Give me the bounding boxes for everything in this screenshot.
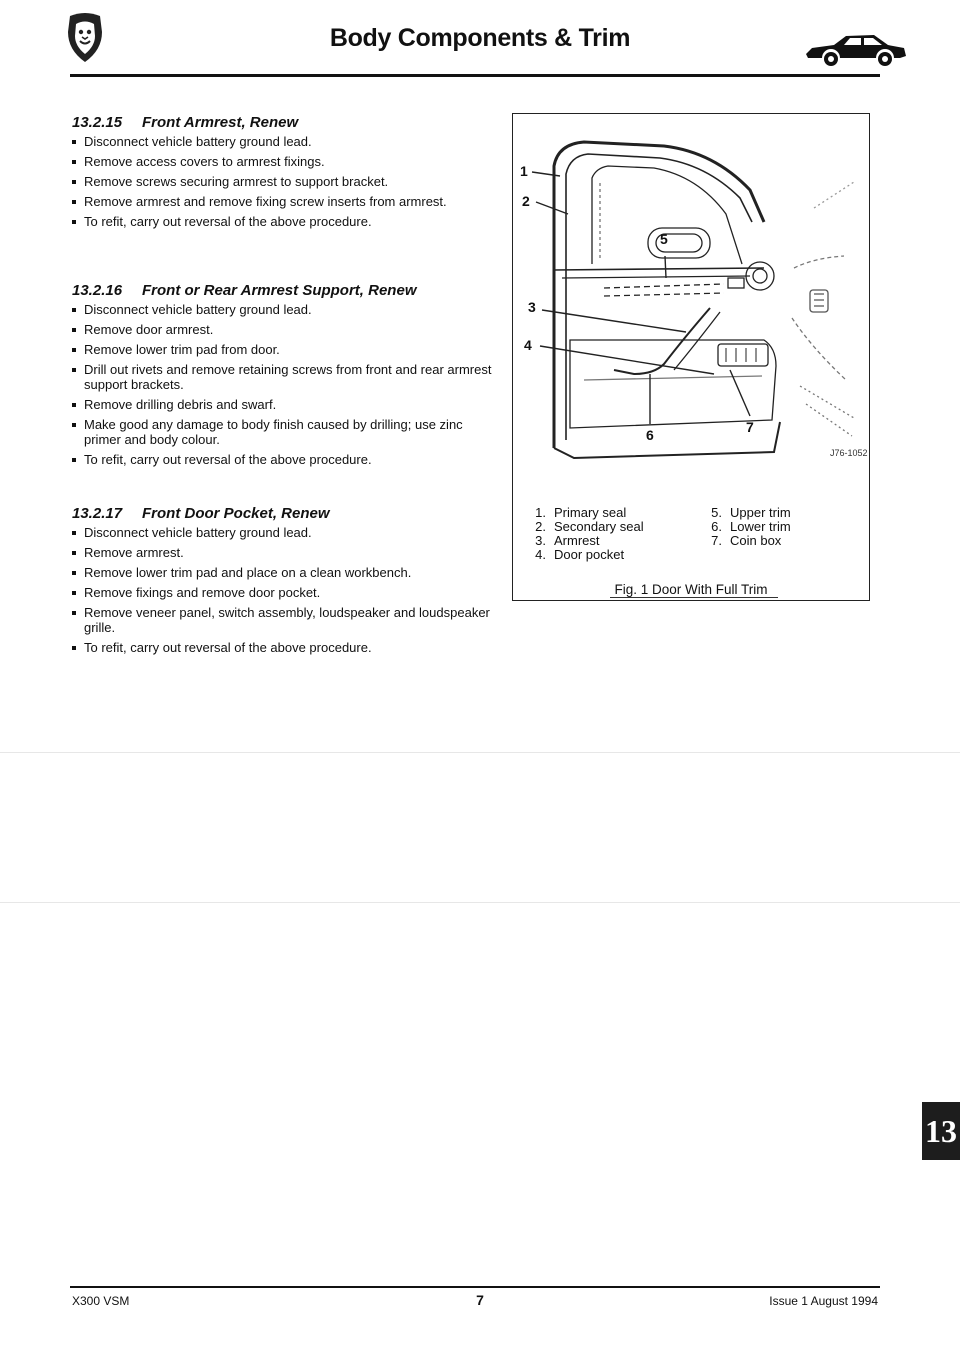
step-item: Disconnect vehicle battery ground lead. [72,525,500,540]
step-item: Make good any damage to body finish caused by drilling; use zinc primer and body colour. [72,417,500,447]
callout-4: 4 [524,337,532,353]
step-list [72,134,500,229]
step-item: Remove door armrest. [72,322,500,337]
procedure-section-13-2-17 [72,505,500,660]
car-silhouette-icon [804,30,908,68]
callout-3: 3 [528,299,536,315]
page-number: 7 [476,1292,484,1308]
callout-5: 5 [660,231,668,247]
step-item: Remove armrest. [72,545,500,560]
callout-6: 6 [646,427,654,443]
legend-item: 2. Secondary seal [535,519,644,534]
step-item: Remove fixings and remove door pocket. [72,585,500,600]
chapter-tab: 13 [922,1102,960,1160]
scan-line [0,902,960,903]
footer-manual-code: X300 VSM [72,1294,130,1308]
step-item: To refit, carry out reversal of the above procedure. [72,640,500,655]
figure-caption: Fig. 1 Door With Full Trim [614,582,768,597]
step-item: Remove veneer panel, switch assembly, loudspeaker and loudspeaker grille. [72,605,500,635]
footer-rule [70,1286,880,1288]
legend-item: 5. Upper trim [711,505,791,520]
step-list [72,302,500,467]
callout-7: 7 [746,419,754,435]
step-item: To refit, carry out reversal of the above procedure. [72,452,500,467]
figure-legend-left [522,506,644,562]
door-trim-illustration [514,118,868,468]
header-rule [70,74,880,77]
legend-item: 1. Primary seal [535,505,627,520]
procedure-section-13-2-15 [72,114,500,234]
legend-item: 4. Door pocket [535,547,625,562]
callout-1: 1 [520,163,528,179]
step-item: Disconnect vehicle battery ground lead. [72,134,500,149]
step-item: Remove lower trim pad from door. [72,342,500,357]
page-title: Body Components & Trim [329,24,631,52]
section-title: Front Armrest, Renew [142,114,299,131]
section-title: Front or Rear Armrest Support, Renew [142,282,417,299]
section-heading [72,114,500,131]
figure-legend-right [698,506,791,548]
section-number: 13.2.17 [72,505,123,522]
section-title: Front Door Pocket, Renew [142,505,330,522]
step-item: Remove drilling debris and swarf. [72,397,500,412]
step-item: Remove screws securing armrest to support bracket. [72,174,500,189]
step-list [72,525,500,655]
caption-underline [610,597,778,598]
callout-2: 2 [522,193,530,209]
section-number: 13.2.16 [72,282,123,299]
step-item: Remove armrest and remove fixing screw inserts from armrest. [72,194,500,209]
step-item: Remove lower trim pad and place on a clean workbench. [72,565,500,580]
step-item: Remove access covers to armrest fixings. [72,154,500,169]
legend-item: 3. Armrest [535,533,600,548]
scan-line [0,752,960,753]
legend-item: 6. Lower trim [711,519,791,534]
section-heading [72,282,500,299]
step-item: Disconnect vehicle battery ground lead. [72,302,500,317]
procedure-section-13-2-16 [72,282,500,472]
step-item: Drill out rivets and remove retaining screws from front and rear armrest support brackets. [72,362,500,392]
step-item: To refit, carry out reversal of the above procedure. [72,214,500,229]
figure-reference-number: J76-1052 [830,448,868,458]
section-number: 13.2.15 [72,114,123,131]
footer-issue-date: Issue 1 August 1994 [769,1294,878,1308]
legend-item: 7. Coin box [711,533,782,548]
section-heading [72,505,500,522]
